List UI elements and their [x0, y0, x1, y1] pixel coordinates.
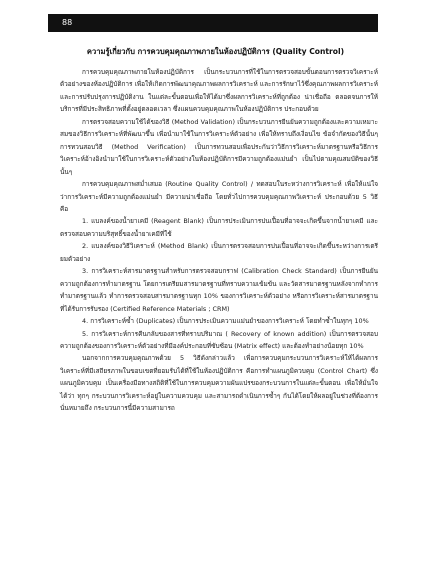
document-body [60, 66, 378, 415]
page-header-bar [48, 14, 378, 32]
list-item-method-blank: 2. แบลงค์ของวิธีวิเคราะห์ (Method Blank) เป็นการตรวจสอบการปนเปื้อนที่อาจจะเกิดขึ้นระหว่างการเตรียมตัวอย่าง [60, 242, 378, 263]
list-item-recovery: 5. การวิเคราะห์การคืนกลับของสารที่ทราบปริมาณ ( Recovery of known addition) เป็นการตรวจสอบความถูกต้องของการวิเคราะห์ตัวอย่างที่มีองค์ประกอบที่ซับซ้อน (Matrix effect) และต้องทำอย่างน้อยทุก 10% [60, 329, 378, 350]
paragraph-method-validation: การตรวจสอบความใช้ได้ของวิธี (Method Validation) เป็นกระบวนการยืนยันความถูกต้องและความเหมาะสมของวิธีการวิเคราะห์ที่พัฒนาขึ้น เพื่อนำมาใช้ในการวิเคราะห์ตัวอย่าง เพื่อให้ทราบถึงเงื่อนไข ข้อจำกัดของวิธีนั้นๆ การทวนสอบวิธี (Method Verification) เป็นการทวนสอบเพื่อประกันว่าวิธีการวิเคราะห์มาตรฐานหรือวิธีการวิเคราะห์อ้างอิงนำมาใช้ในการวิเคราะห์ตัวอย่างในห้องปฏิบัติการมีความถูกต้องแม่นยำ เป็นไปตามคุณสมบัติของวิธีนั้นๆ [60, 117, 378, 176]
list-item-duplicates: 4. การวิเคราะห์ซ้ำ (Duplicates) เป็นการประเมินความแม่นยำของการวิเคราะห์ โดยทำซ้ำในทุกๆ 10% [82, 317, 369, 326]
list-item-reagent-blank: 1. แบลงค์ของน้ำยาเคมี (Reagent Blank) เป็นการประเมินการปนเปื้อนที่อาจจะเกิดขึ้นจากน้ำยาเคมี และตรวจสอบความบริสุทธิ์ของน้ำยาเคมีที่ใช้ [60, 217, 378, 238]
paragraph-intro: การควบคุมคุณภาพภายในห้องปฏิบัติการ เป็นกระบวนการที่ใช้ในการตรวจสอบขั้นตอนการตรวจวิเคราะห์ตัวอย่างของห้องปฏิบัติการ เพื่อให้เกิดการพัฒนาคุณภาพผลการวิเคราะห์ และการรักษาไว้ซึ่งคุณภาพผลการวิเคราะห์ และการปรับปรุงการปฏิบัติงาน ในแต่ละขั้นตอนเพื่อให้ได้มาซึ่งผลการวิเคราะห์ที่ถูกต้อง น่าเชื่อถือ ตลอดจนการให้บริการที่มีประสิทธิภาพที่ตั้งอยู่ตลอดเวลา ซึ่งแผนควบคุมคุณภาพในห้องปฏิบัติการ ประกอบด้วย [60, 68, 378, 114]
list-item-calibration-check: 3. การวิเคราะห์สารมาตรฐานสำหรับการตรวจสอบกราฟ (Calibration Check Standard) เป็นการยืนยันความถูกต้องการทำมาตรฐาน โดยการเตรียมสารมาตรฐานที่ทราบความเข้มข้น และวัดสารมาตรฐานหลังจากทำการทำมาตรฐานแล้ว ทำการตรวจสอบสารมาตรฐานทุก 10% ของการวิเคราะห์ตัวอย่าง หรือการวิเคราะห์สารมาตรฐานที่ได้รับการรับรอง (Certified Reference Materials ; CRM) [60, 267, 378, 313]
paragraph-control-chart: นอกจากการควบคุมคุณภาพด้วย 5 วิธีดังกล่าวแล้ว เพื่อการควบคุมกระบวนการวิเคราะห์ให้ได้ผลการวิเคราะห์ที่มีเสถียรภาพในขอบเขตที่ยอมรับได้ที่ใช้ในห้องปฏิบัติการ คือการทำแผนภูมิควบคุม (Control Chart) ซึ่งแผนภูมิควบคุม เป็นเครื่องมือทางสถิติที่ใช้ในการควบคุมความผันแปรของกระบวนการในแต่ละขั้นตอน เพื่อให้มั่นใจได้ว่า ทุกๆ กระบวนการวิเคราะห์อยู่ในความควบคุม และสามารถดำเนินการซ้ำๆ กันได้โดยให้ผลอยู่ในช่วงที่ต้องการ นั่นหมายถึง กระบวนการนี้มีความสามารถ [60, 354, 378, 413]
paragraph-routine-qc: การควบคุมคุณภาพสม่ำเสมอ (Routine Quality Control) / ทดสอบในระหว่างการวิเคราะห์ เพื่อให้แน่ใจว่าการวิเคราะห์มีความถูกต้องแม่นยำ มีความน่าเชื่อถือ โดยทั่วไปการควบคุมคุณภาพวิเคราะห์ ประกอบด้วย 5 วิธี คือ [60, 180, 378, 213]
page-number: 88 [62, 18, 73, 27]
document-title: ความรู้เกี่ยวกับ การควบคุมคุณภาพภายในห้องปฏิบัติการ (Quality Control) [86, 47, 345, 56]
